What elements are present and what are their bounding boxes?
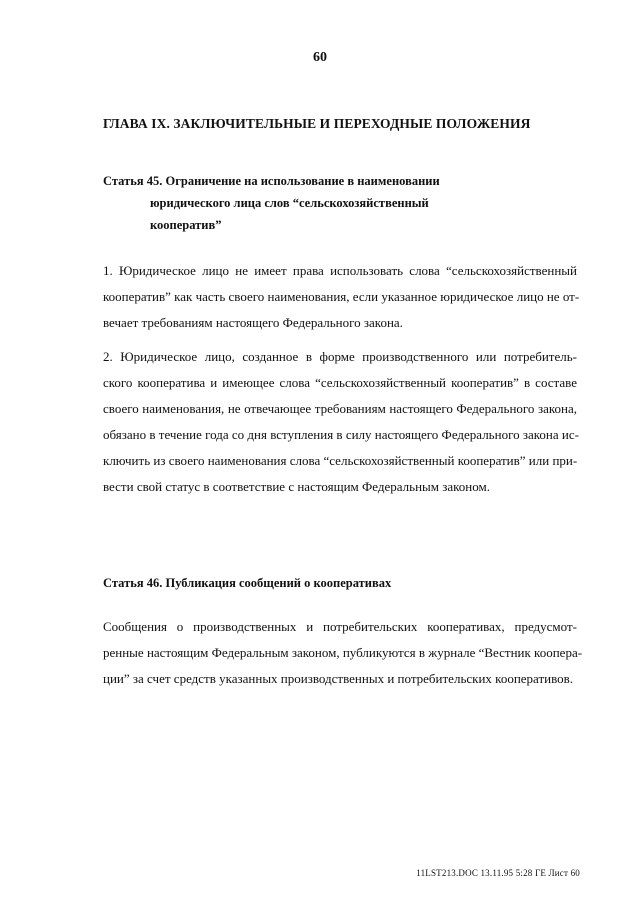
paragraph-line: обязано в течение года со дня вступления в силу настоящего Федерального закона ис-: [103, 427, 579, 442]
paragraph-line: ключить из своего наименования слова “сельскохозяйственный кооператив” или при-: [103, 453, 578, 468]
article-46-paragraph: [103, 614, 583, 692]
article-45-paragraph-1: [103, 258, 580, 336]
paragraph-line: кооператив” как часть своего наименования, если указанное юридическое лицо не от-: [103, 289, 580, 304]
article-46-heading-line: Статья 46. Публикация сообщений о кооперативах: [103, 576, 392, 590]
page-number: 60: [313, 50, 327, 65]
article-45-paragraph-2: [103, 344, 577, 500]
article-46-heading: [103, 572, 391, 594]
paragraph-line: ского кооператива и имеющее слова “сельскохозяйственный кооператив” в составе: [103, 375, 577, 390]
article-45-heading-line: кооператив”: [150, 218, 222, 232]
paragraph-line: [103, 258, 577, 284]
paragraph-line: 2. Юридическое лицо, созданное в форме производственного или потребитель-: [103, 349, 577, 364]
paragraph-line: ренные настоящим Федеральным законом, публикуются в журнале “Вестник коопера-: [103, 645, 583, 660]
article-45-heading-line: Статья 45. Ограничение на использование в наименовании: [103, 174, 440, 188]
article-45-heading: [103, 170, 440, 236]
paragraph-line: ции” за счет средств указанных производственных и потребительских кооперативов.: [103, 671, 574, 686]
paragraph-line: Сообщения о производственных и потребительских кооперативах, предусмот-: [103, 619, 577, 634]
article-45-heading-line: юридического лица слов “сельскохозяйственный: [150, 196, 429, 210]
paragraph-line-text: 1. Юридическое лицо не имеет права использовать слова “сельскохозяйственный: [103, 263, 577, 278]
chapter-title: ГЛАВА IX. ЗАКЛЮЧИТЕЛЬНЫЕ И ПЕРЕХОДНЫЕ ПОЛОЖЕНИЯ: [103, 116, 531, 131]
paragraph-line: вечает требованиям настоящего Федерального закона.: [103, 315, 403, 330]
paragraph-line: вести свой статус в соответствие с настоящим Федеральным законом.: [103, 479, 490, 494]
document-footer: 11LST213.DOC 13.11.95 5:28 ГЕ Лист 60: [416, 868, 580, 878]
paragraph-line: своего наименования, не отвечающее требованиям настоящего Федерального закона,: [103, 401, 577, 416]
